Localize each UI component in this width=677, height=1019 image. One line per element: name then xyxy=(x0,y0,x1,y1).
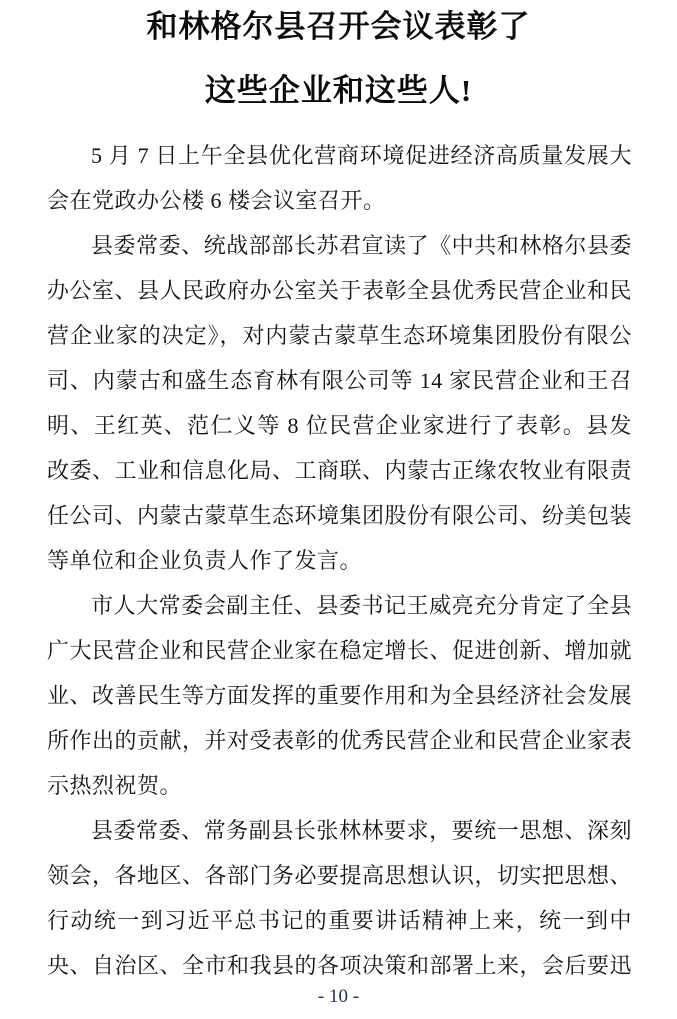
document-title-line1: 和林格尔县召开会议表彰了 xyxy=(146,9,531,44)
document-title-line2: 这些企业和这些人! xyxy=(204,73,473,109)
paragraph-secretary-remarks: 市人大常委会副主任、县委书记王威亮充分肯定了全县广大民营企业和民营企业家在稳定增长、促进创新、增加就业、改善民生等方面发挥的重要作用和为全县经济社会发展所作出的贡献，并对受表彰的优秀民营企业和民营企业家表示热烈祝贺。 xyxy=(47,592,633,798)
document-body xyxy=(0,133,677,988)
page-number: - 10 - xyxy=(317,986,360,1007)
paragraph-deputy-head-requirements: 县委常委、常务副县长张林林要求，要统一思想、深刻领会，各地区、各部门务必要提高思想认识，切实把思想、行动统一到习近平总书记的重要讲话精神上来，统一到中央、自治区、全市和我县的各项决策和部署上来，会后要迅 xyxy=(47,817,633,978)
paragraph-meeting-opening: 5 月 7 日上午全县优化营商环境促进经济高质量发展大会在党政办公楼 6 楼会议室召开。 xyxy=(47,142,632,213)
paragraph-commendation-decision: 县委常委、统战部部长苏君宣读了《中共和林格尔县委办公室、县人民政府办公室关于表彰全县优秀民营企业和民营企业家的决定》，对内蒙古蒙草生态环境集团股份有限公司、内蒙古和盛生态育林有限公司等 14 家民营企业和王召明、王红英、范仁义等 8 位民营企业家进行了表彰。县发改委、工业和信息化局、工商联、内蒙古正缘农牧业有限责任公司、内蒙古蒙草生态环境集团股份有限公司、纷美包装等单位和企业负责人作了发言。 xyxy=(47,232,633,573)
